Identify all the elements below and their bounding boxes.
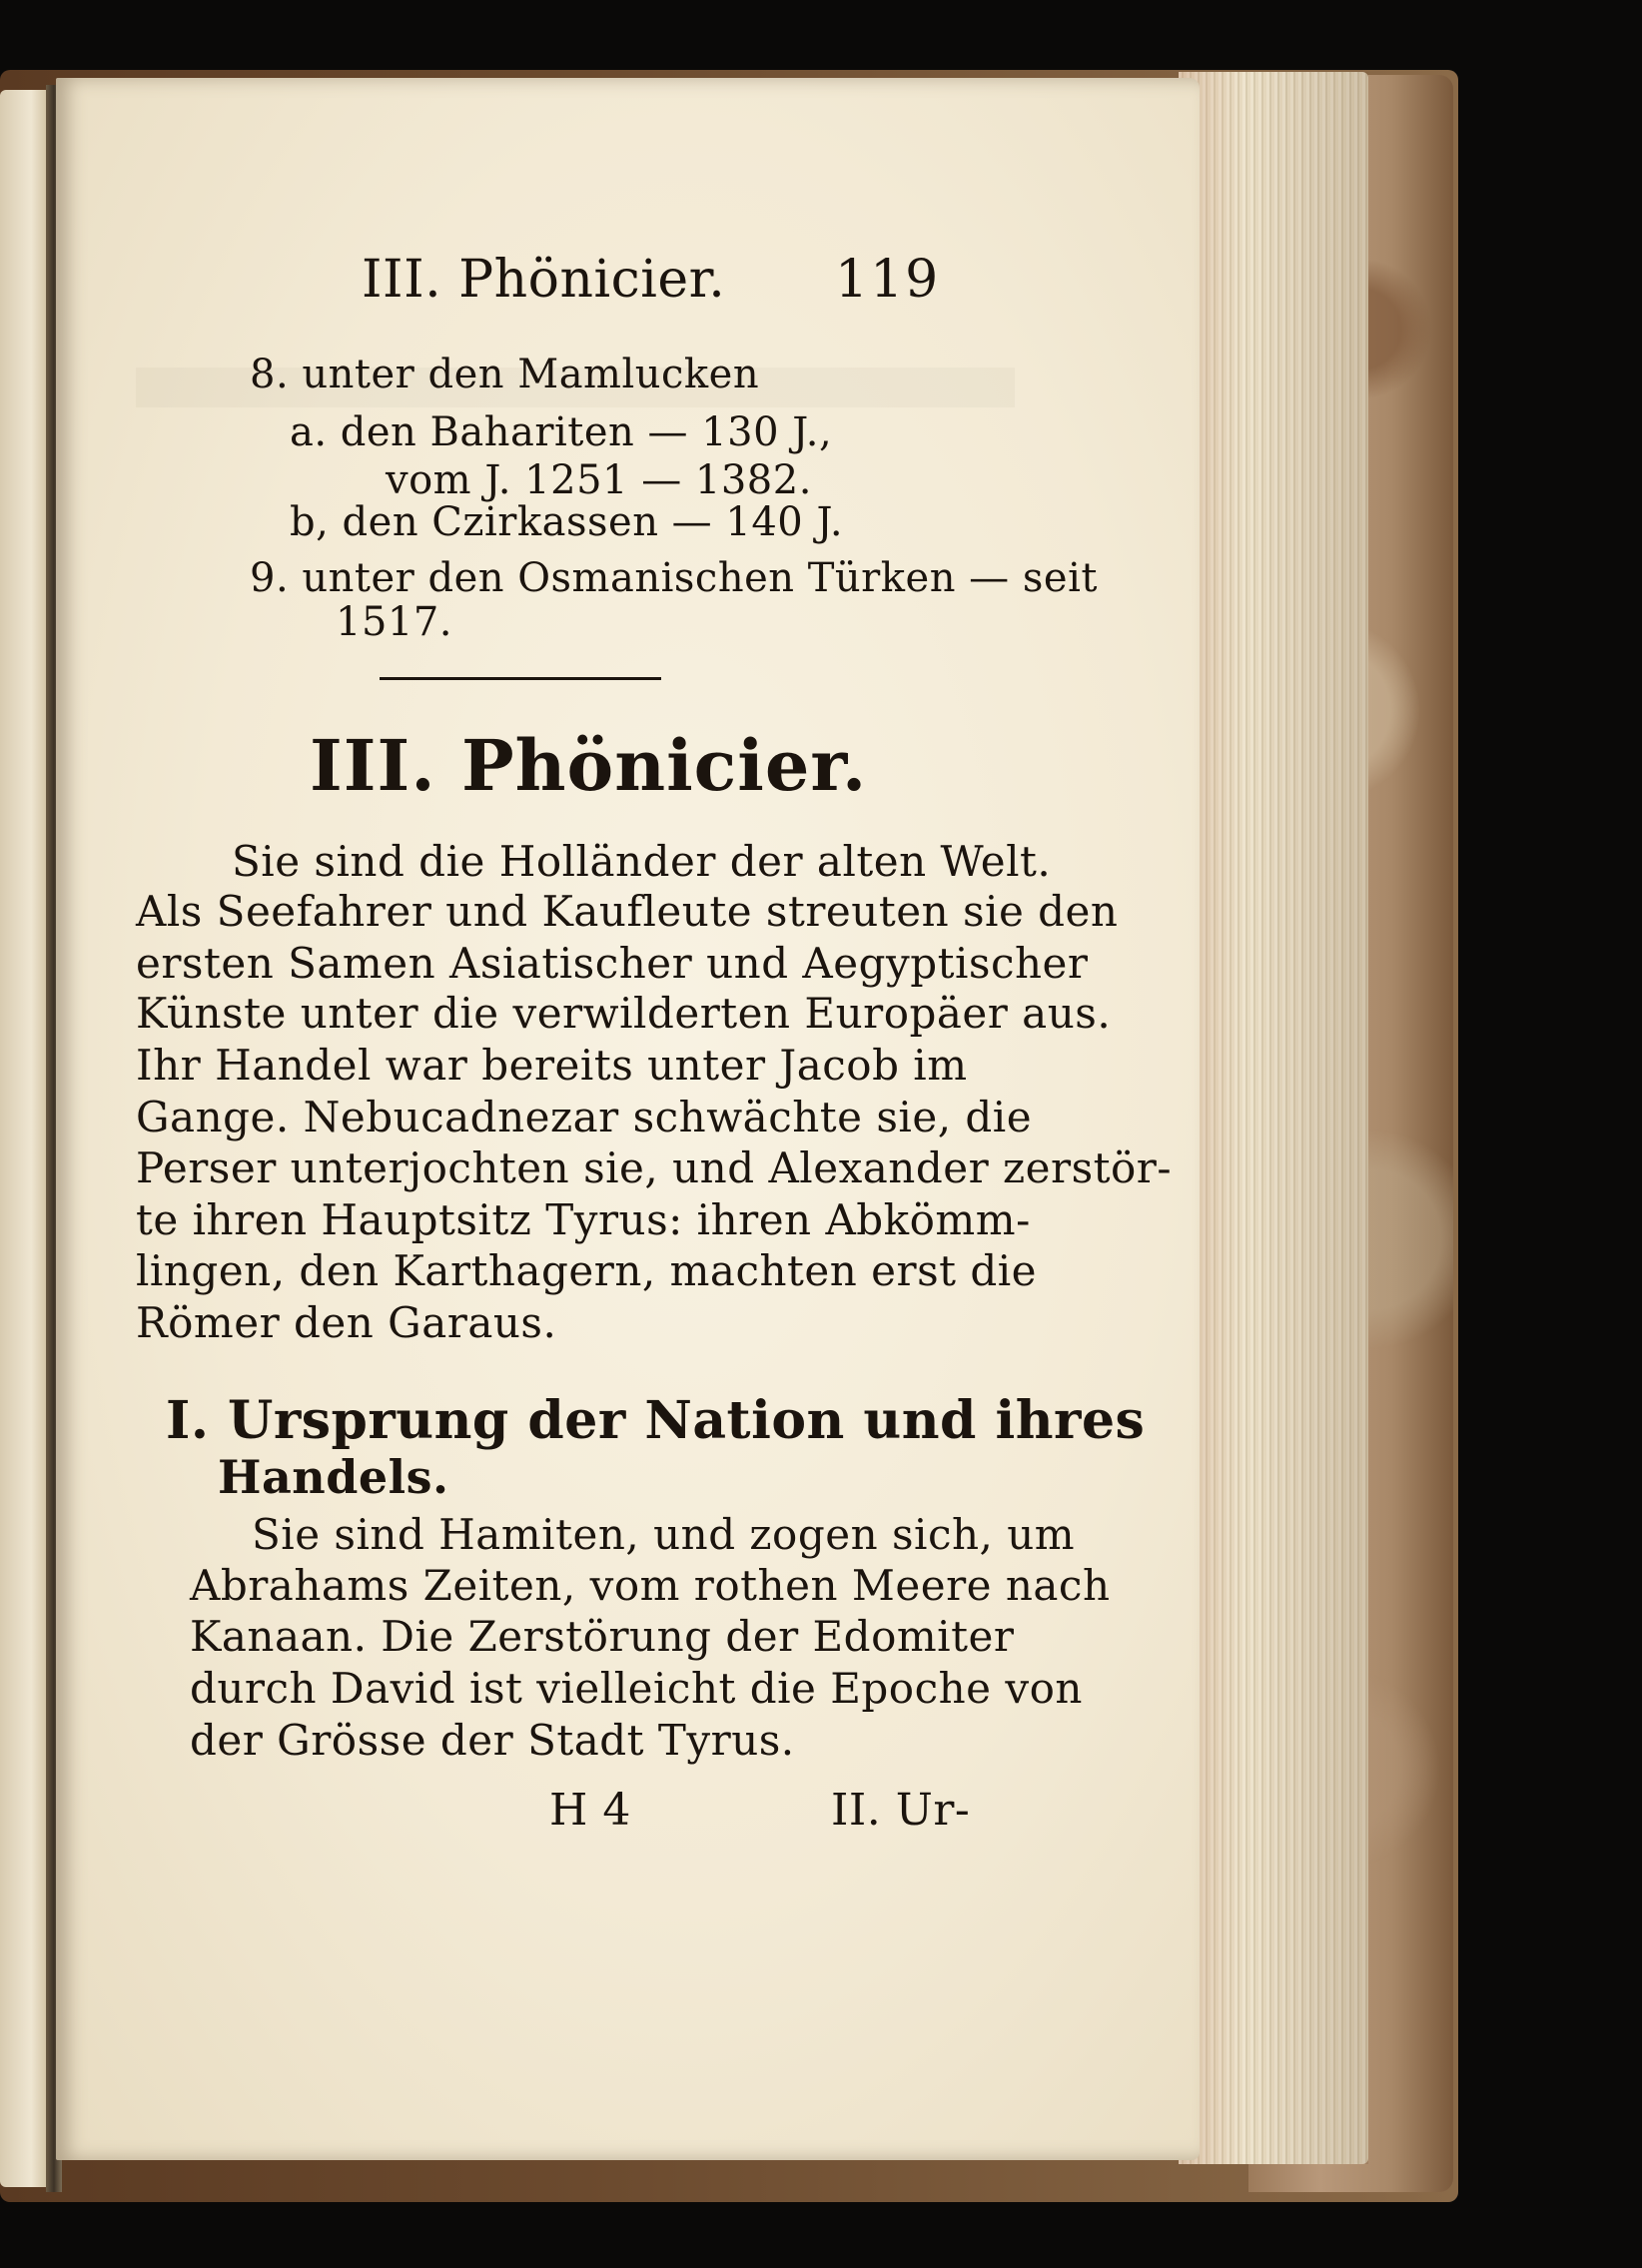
- paragraph-line: Gange. Nebucadnezar schwächte sie, die: [136, 1093, 1033, 1141]
- paragraph-line: Kanaan. Die Zerstörung der Edomiter: [190, 1612, 1015, 1661]
- paragraph-line: Abrahams Zeiten, vom rothen Meere nach: [190, 1561, 1111, 1610]
- list-item: 8. unter den Mamlucken: [250, 352, 760, 397]
- paragraph-line: Künste unter die verwilderten Europäer aus.: [136, 989, 1112, 1038]
- running-head-title: III. Phönicier.: [362, 250, 726, 310]
- paragraph-line: durch David ist vielleicht die Epoche von: [190, 1664, 1083, 1713]
- page-number: 119: [835, 250, 941, 310]
- paragraph-line: lingen, den Karthagern, machten erst die: [136, 1246, 1038, 1295]
- list-item: 1517.: [336, 599, 453, 645]
- section-heading: III. Phönicier.: [310, 724, 868, 807]
- paragraph-line: Ihr Handel war bereits unter Jacob im: [136, 1041, 968, 1090]
- list-item: 9. unter den Osmanischen Türken — seit: [250, 555, 1098, 601]
- paragraph-line: Sie sind Hamiten, und zogen sich, um: [252, 1510, 1076, 1559]
- list-item: b, den Czirkassen — 140 J.: [290, 499, 844, 545]
- signature-mark: H 4: [549, 1785, 631, 1836]
- paragraph-line: der Grösse der Stadt Tyrus.: [190, 1716, 795, 1765]
- section-divider: [380, 677, 661, 680]
- paragraph-line: Als Seefahrer und Kaufleute streuten sie den: [136, 887, 1119, 936]
- catchword: II. Ur-: [831, 1785, 971, 1836]
- paragraph-line: Römer den Garaus.: [136, 1298, 557, 1347]
- paragraph-line: Perser unterjochten sie, und Alexander zerstör-: [136, 1143, 1173, 1192]
- subsection-heading-continued: Handels.: [218, 1450, 449, 1504]
- left-page-edge: [0, 90, 52, 2187]
- list-item: vom J. 1251 — 1382.: [386, 457, 812, 503]
- paragraph-line: ersten Samen Asiatischer und Aegyptischer: [136, 939, 1089, 988]
- paragraph-line: te ihren Hauptsitz Tyrus: ihren Abkömm-: [136, 1195, 1031, 1244]
- subsection-heading: I. Ursprung der Nation und ihres: [166, 1390, 1146, 1451]
- paragraph-line: Sie sind die Holländer der alten Welt.: [232, 837, 1052, 886]
- page-block-edges: [1179, 72, 1368, 2164]
- list-item: a. den Bahariten — 130 J.,: [290, 409, 833, 455]
